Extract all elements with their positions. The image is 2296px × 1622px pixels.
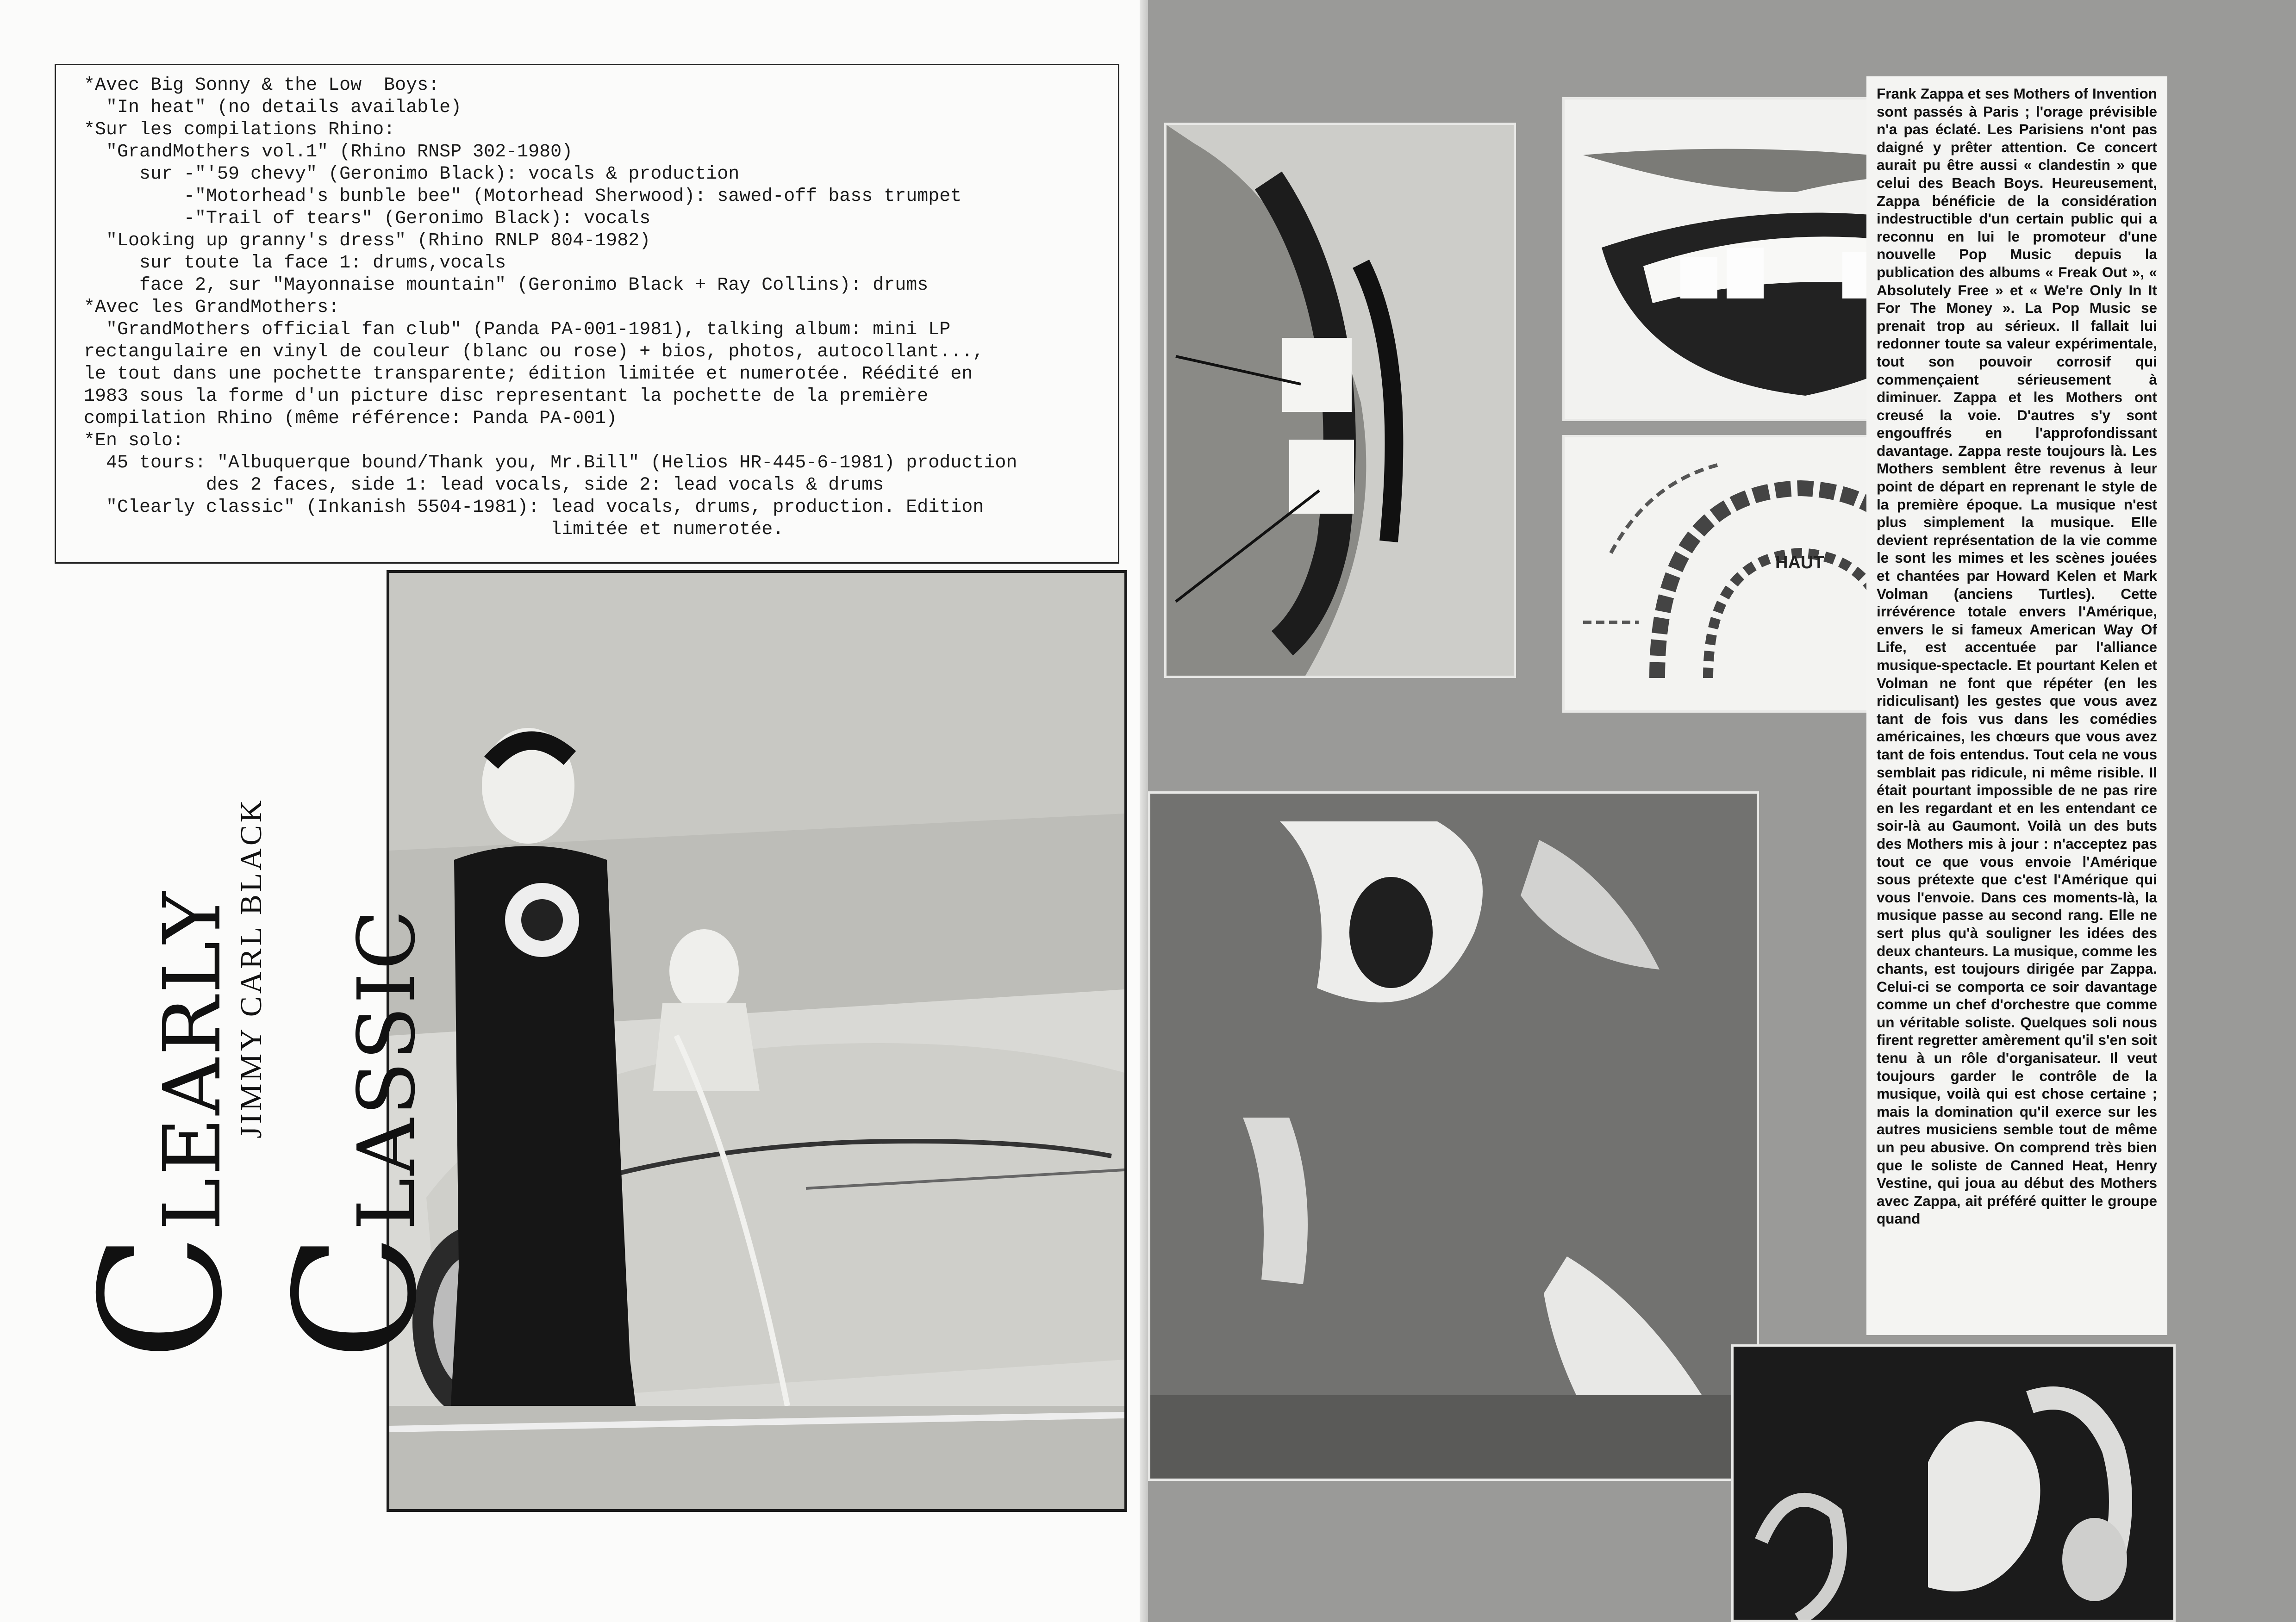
disco-line: le tout dans une pochette transparente; édition limitée et numerotée. Réédité en xyxy=(84,364,973,385)
disco-line: limitée et numerotée. xyxy=(84,519,784,540)
title-artist: JIMMY CARL BLACK xyxy=(234,797,268,1138)
disco-line: face 2, sur "Mayonnaise mountain" (Geronimo Black + Ray Collins): drums xyxy=(84,275,929,296)
disco-line: "Clearly classic" (Inkanish 5504-1981): lead vocals, drums, production. Edition xyxy=(84,497,984,518)
title-classic-rest: LASSIC xyxy=(341,907,433,1230)
right-page xyxy=(1148,0,2296,1622)
disco-line: 1983 sous la forme d'un picture disc representant la pochette de la première xyxy=(84,386,929,407)
disco-line: compilation Rhino (même référence: Panda PA-001) xyxy=(84,408,618,429)
disco-line: "GrandMothers vol.1" (Rhino RNSP 302-1980) xyxy=(84,142,573,162)
title-clearly xyxy=(65,889,259,1361)
disco-line: sur toute la face 1: drums,vocals xyxy=(84,253,506,273)
disco-line: *Avec les GrandMothers: xyxy=(84,297,340,318)
title-clearly-rest: LEARLY xyxy=(147,889,238,1230)
title-classic-initial: C xyxy=(259,1230,453,1361)
title-clearly-initial: C xyxy=(65,1230,259,1361)
title-classic xyxy=(259,907,453,1361)
disco-line: *Sur les compilations Rhino: xyxy=(84,119,395,140)
discography-box xyxy=(55,64,1119,564)
article-text: Frank Zappa et ses Mothers of Invention sont passés à Paris ; l'orage prévisible n'a pas éclaté. Les Parisiens n'ont pas daigné y prêter attention. Ce concert aurait pu être aussi « clandestin » que celui des Beach Boys. Heureusement, Zappa bénéficie de la considération indestructible d'un certain public qui a reconnu en lui le promoteur d'une nouvelle Pop Music depuis la publication des albums « Freak Out », « Absolutely Free » et « We're Only In It For The Money ». La Pop Music se prenait trop au sérieux. Il fallait lui redonner toute sa valeur expérimentale, tout son pouvoir corrosif qui commençaient sérieusement à diminuer. Zappa et les Mothers ont creusé la voie. D'autres s'y sont engouffrés en l'approfondissant davantage. Zappa reste toujours là. Les Mothers semblent être revenus à leur point de départ en reprenant le style de la première époque. La musique n'est plus simplement la musique. Elle devient représentation de la vie comme le sont les mimes et les scènes jouées et chantées par Howard Kelen et Mark Volman (anciens Turtles). Cette irrévérence totale envers l'Amérique, envers le si fameux American Way Of Life, est accentuée par l'alliance musique-spectacle. Et pourtant Kelen et Volman ne font que répéter (en les ridiculisant) les gestes que vous avez tant de fois vus dans les comédies américaines, les chœurs que vous avez tant de fois entendus. Tout cela ne vous semblait pas ridicule, ni même risible. Il était pourtant impossible de ne pas rire en les regardant et en les entendant ce soir-là au Gaumont. Voilà un des buts des Mothers mis à jour : n'acceptez pas tout ce que vous envoie l'Amérique sous prétexte que c'est l'Amérique qui vous l'envoie. Dans ces moments-là, la musique passe au second rang. Elle ne sert plus qu'à souligner les idées des deux chanteurs. La musique, comme les chants, est toujours dirigée par Zappa. Celui-ci se comporta ce soir davantage comme un chef d'orchestre que comme un véritable soliste. Quelques soli nous firent regretter amèrement qu'il s'en soit tenu à un rôle d'organisateur. Il veut toujours garder le contrôle de la musique, voilà qui est chose certaine ; mais la domination qu'il exerce sur les autres musiciens semble tout de même un peu abusive. On comprend très bien que le soliste de Canned Heat, Henry Vestine, qui joua au début des Mothers avec Zappa, ait préféré quitter le groupe quand xyxy=(1866,76,2167,1335)
album-cover-photo xyxy=(387,570,1127,1512)
disco-line: 45 tours: "Albuquerque bound/Thank you, Mr.Bill" (Helios HR-445-6-1981) production xyxy=(84,453,1017,473)
mouth-photo xyxy=(1164,123,1516,678)
disco-line: *En solo: xyxy=(84,430,184,451)
disco-line: *Avec Big Sonny & the Low Boys: xyxy=(84,75,440,96)
diagram-label: HAUT xyxy=(1775,553,1824,572)
guitarist-photo xyxy=(1731,1344,2176,1622)
disco-line: "Looking up granny's dress" (Rhino RNLP 804-1982) xyxy=(84,230,651,251)
disco-line: "In heat" (no details available) xyxy=(84,97,462,118)
disco-line: -"Trail of tears" (Geronimo Black): vocals xyxy=(84,208,651,229)
disco-line: sur -"'59 chevy" (Geronimo Black): vocals & production xyxy=(84,164,740,185)
disco-line: "GrandMothers official fan club" (Panda PA-001-1981), talking album: mini LP xyxy=(84,319,951,340)
disco-line: des 2 faces, side 1: lead vocals, side 2: lead vocals & drums xyxy=(84,475,884,496)
disco-line: rectangulaire en vinyl de couleur (blanc ou rose) + bios, photos, autocollant..., xyxy=(84,342,984,362)
concert-photo xyxy=(1148,791,1759,1481)
disco-line: -"Motorhead's bunble bee" (Motorhead Sherwood): sawed-off bass trumpet xyxy=(84,186,962,207)
